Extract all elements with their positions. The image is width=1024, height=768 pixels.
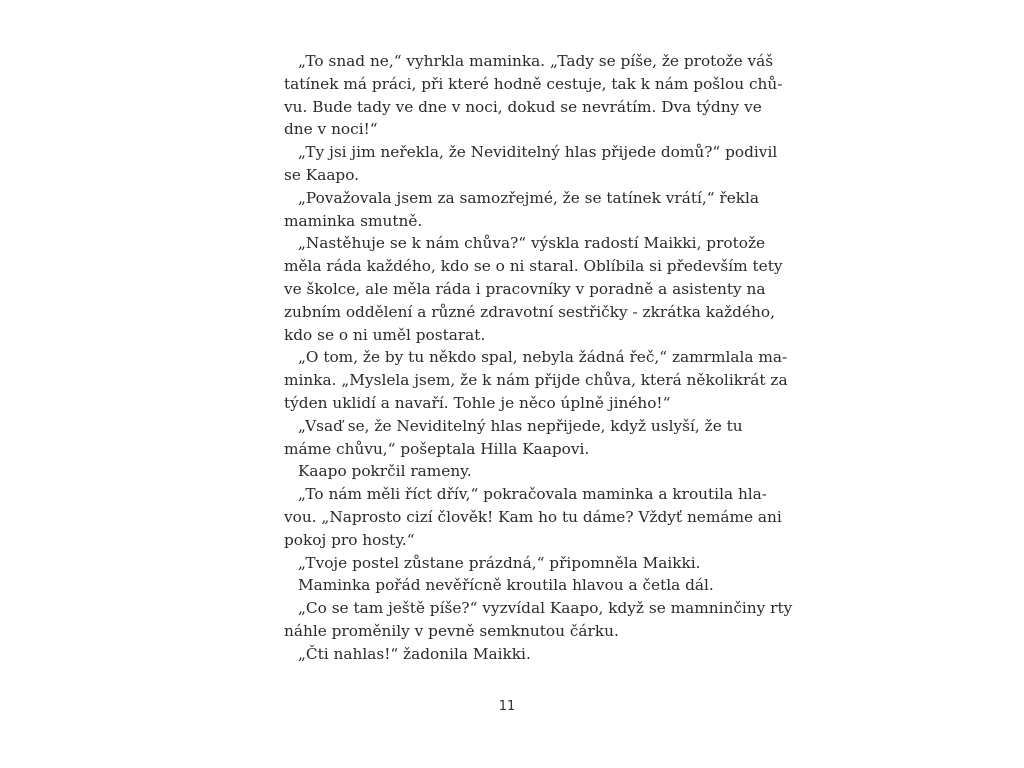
text-line: „Považovala jsem za samozřejmé, že se tatínek vrátí,“ řekla [298, 188, 760, 207]
text-line: „Vsaď se, že Neviditelný hlas nepřijede, když uslyší, že tu [298, 416, 743, 435]
text-line: měla ráda každého, kdo se o ni staral. Oblíbila si především tety [284, 257, 783, 276]
text-line: zubním oddělení a různé zdravotní sestřičky - zkrátka každého, [284, 302, 775, 321]
text-line: ve školce, ale měla ráda i pracovníky v poradně a asistenty na [284, 279, 766, 298]
text-line: vu. Bude tady ve dne v noci, dokud se nevrátím. Dva týdny ve [284, 97, 762, 116]
text-line: tatínek má práci, při které hodně cestuje, tak k nám pošlou chů- [284, 74, 783, 93]
text-line: vou. „Naprosto cizí člověk! Kam ho tu dáme? Vždyť nemáme ani [284, 507, 782, 526]
text-line: máme chůvu,“ pošeptala Hilla Kaapovi. [284, 439, 590, 458]
text-line: dne v noci!“ [284, 120, 378, 139]
text-line: Kaapo pokrčil rameny. [298, 462, 472, 481]
text-line: náhle proměnily v pevně semknutou čárku. [284, 621, 619, 640]
text-line: pokoj pro hosty.“ [284, 530, 415, 549]
text-line: se Kaapo. [284, 165, 360, 184]
text-line: „O tom, že by tu někdo spal, nebyla žádná řeč,“ zamrmlala ma- [298, 348, 788, 367]
text-line: „To snad ne,“ vyhrkla maminka. „Tady se píše, že protože váš [298, 52, 774, 70]
text-line: Maminka pořád nevěřícně kroutila hlavou a četla dál. [298, 576, 714, 595]
text-line: kdo se o ni uměl postarat. [284, 325, 486, 344]
text-line: minka. „Myslela jsem, že k nám přijde chůva, která několikrát za [284, 371, 788, 390]
text-line: „Nastěhuje se k nám chůva?“ výskla radostí Maikki, protože [298, 234, 766, 253]
text-line: „To nám měli říct dřív,“ pokračovala maminka a kroutila hla- [298, 485, 767, 504]
text-line: týden uklidí a navaří. Tohle je něco úplně jiného!“ [284, 393, 671, 412]
text-line: „Tvoje postel zůstane prázdná,“ připomněla Maikki. [298, 553, 701, 572]
text-line: „Ty jsi jim neřekla, že Neviditelný hlas přijede domů?“ podivil [298, 143, 778, 162]
text-line: „Co se tam ještě píše?“ vyzvídal Kaapo, když se mamninčiny rty [298, 599, 793, 618]
text-line: maminka smutně. [284, 211, 423, 230]
page-number: 11 [498, 699, 516, 714]
text-line: „Čti nahlas!“ žadonila Maikki. [298, 644, 531, 663]
page-body-text [284, 50, 793, 666]
